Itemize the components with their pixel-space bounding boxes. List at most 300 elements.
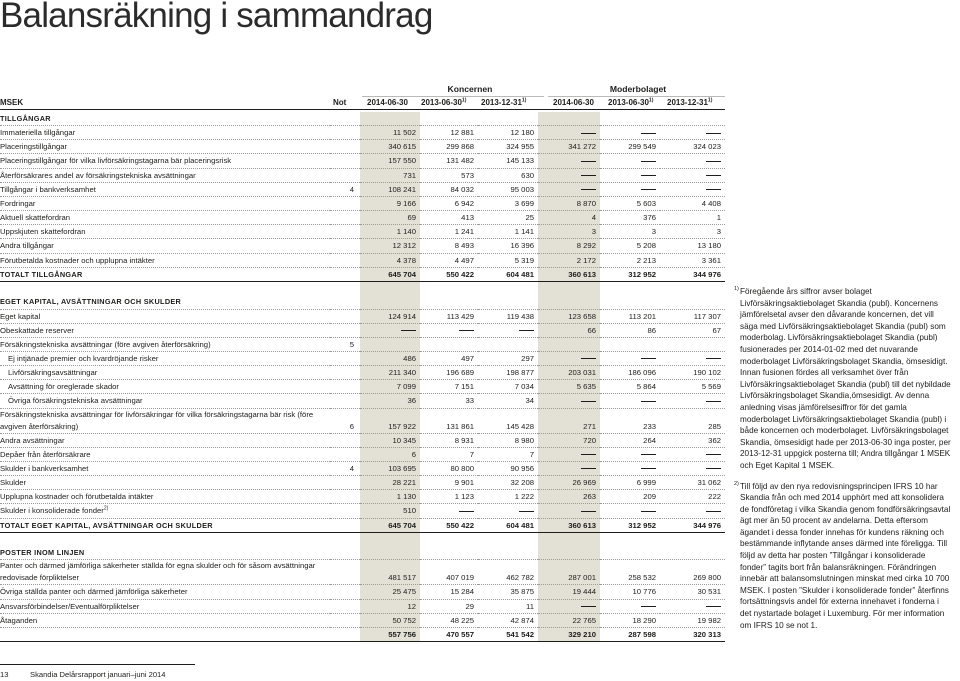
column-header-row [0, 98, 725, 110]
row-note-ref [330, 154, 360, 168]
table-row [0, 585, 725, 599]
footnote-1 [736, 286, 952, 472]
dash-mark [581, 511, 596, 512]
balance-sheet-table [0, 112, 725, 642]
section-heading-row [0, 112, 725, 126]
cell-value: 645 704 [360, 267, 420, 281]
cell-value: 344 976 [660, 518, 725, 532]
row-label-text: Placeringstillgångar [0, 142, 68, 152]
cell-value: 573 [420, 168, 478, 182]
dash-mark [706, 511, 721, 512]
row-label-text: Panter och därmed jämförliga säkerheter ställda för egna skulder och för såsom avsättningar redovisade förpliktelser [0, 561, 316, 583]
table-row [0, 196, 725, 210]
cell-dash [538, 504, 600, 518]
cell-value: 113 201 [600, 309, 660, 323]
cell-value: 198 877 [478, 366, 538, 380]
cell-value: 1 140 [360, 225, 420, 239]
cell-value: 320 313 [660, 627, 725, 641]
table-row [0, 126, 725, 140]
cell-dash [660, 182, 725, 196]
cell-value: 9 166 [360, 196, 420, 210]
cell-value: 8 493 [420, 239, 478, 253]
cell-value: 413 [420, 211, 478, 225]
row-label [0, 309, 330, 323]
cell-value: 312 952 [600, 267, 660, 281]
row-label [0, 168, 330, 182]
cell-value: 7 034 [478, 380, 538, 394]
cell-value: 69 [360, 211, 420, 225]
row-note-ref [330, 380, 360, 394]
cell-value: 67 [660, 323, 725, 337]
cell-dash [600, 352, 660, 366]
dash-mark [459, 511, 474, 512]
cell-value: 16 396 [478, 239, 538, 253]
cell-dash [600, 504, 660, 518]
cell-value: 10 776 [600, 585, 660, 599]
table-row [0, 140, 725, 154]
row-label-text: Livförsäkringsavsättningar [8, 368, 98, 378]
section-heading: TILLGÅNGAR [0, 112, 330, 126]
row-note-ref [330, 309, 360, 323]
row-note-ref: 4 [330, 182, 360, 196]
dash-mark [706, 133, 721, 134]
cell-value: 9 901 [420, 476, 478, 490]
cell-value: 2 172 [538, 253, 600, 267]
footnote-marker: 1) [734, 286, 739, 292]
cell-value: 340 615 [360, 140, 420, 154]
footnote-ref: 2) [103, 505, 109, 512]
row-label-text: Obeskattade reserver [0, 325, 74, 335]
dash-mark [581, 468, 596, 469]
cell-value: 66 [538, 323, 600, 337]
cell-value: 3 [660, 225, 725, 239]
cell-value: 5 864 [600, 380, 660, 394]
section-heading: POSTER INOM LINJEN [0, 546, 330, 560]
dash-mark [641, 401, 656, 402]
cell-dash [660, 154, 725, 168]
cell-value: 557 756 [360, 627, 420, 641]
spacer-row [0, 281, 725, 295]
section-heading-row [0, 546, 725, 560]
cell-value: 11 [478, 599, 538, 613]
cell-value: 124 914 [360, 309, 420, 323]
table-row [0, 447, 725, 461]
row-note-ref: 5 [330, 337, 360, 351]
row-label [0, 394, 330, 408]
cell-value: 324 023 [660, 140, 725, 154]
dash-mark [641, 511, 656, 512]
cell-value: 86 [600, 323, 660, 337]
row-label [0, 182, 330, 196]
row-label [0, 337, 330, 351]
dash-mark [519, 330, 534, 331]
row-label-text: Skulder i konsoliderade fonder [0, 506, 104, 516]
footnotes [736, 286, 952, 640]
cell-value: 1 241 [420, 225, 478, 239]
dash-mark [581, 606, 596, 607]
cell-value: 3 699 [478, 196, 538, 210]
table-row [0, 599, 725, 613]
cell-value: 50 752 [360, 613, 420, 627]
row-label [0, 476, 330, 490]
row-label [0, 239, 330, 253]
cell-value: 131 861 [420, 408, 478, 433]
cell-value: 19 982 [660, 613, 725, 627]
row-label-text: Skulder i bankverksamhet [0, 463, 89, 473]
cell-dash [600, 154, 660, 168]
cell-value: 15 284 [420, 585, 478, 599]
cell-value: 209 [600, 490, 660, 504]
cell-value: 550 422 [420, 267, 478, 281]
dash-mark [581, 175, 596, 176]
cell-value: 2 213 [600, 253, 660, 267]
row-label-text: TOTALT TILLGÅNGAR [0, 269, 83, 279]
dash-mark [641, 606, 656, 607]
cell-value: 7 [420, 447, 478, 461]
cell-value: 376 [600, 211, 660, 225]
cell-value: 5 319 [478, 253, 538, 267]
cell-dash [600, 599, 660, 613]
dash-mark [641, 175, 656, 176]
cell-value: 341 272 [538, 140, 600, 154]
cell-value [478, 337, 538, 351]
row-label [0, 627, 330, 641]
row-label [0, 433, 330, 447]
row-label [0, 253, 330, 267]
cell-value: 362 [660, 433, 725, 447]
cell-dash [600, 394, 660, 408]
cell-dash [660, 168, 725, 182]
cell-value: 32 208 [478, 476, 538, 490]
table-row [0, 309, 725, 323]
row-label [0, 366, 330, 380]
cell-value: 8 870 [538, 196, 600, 210]
spacer-row [0, 532, 725, 546]
cell-value: 6 999 [600, 476, 660, 490]
page-number: 13 [0, 670, 9, 679]
cell-value: 211 340 [360, 366, 420, 380]
cell-value: 48 225 [420, 613, 478, 627]
table-row [0, 225, 725, 239]
row-note-ref [330, 518, 360, 532]
row-label-text: Försäkringstekniska avsättningar (före avgiven återförsäkring) [0, 339, 211, 349]
cell-dash [538, 126, 600, 140]
cell-value: 13 180 [660, 239, 725, 253]
cell-value: 630 [478, 168, 538, 182]
cell-value: 470 557 [420, 627, 478, 641]
cell-value: 5 635 [538, 380, 600, 394]
cell-value: 42 874 [478, 613, 538, 627]
cell-dash [538, 352, 600, 366]
cell-dash [660, 394, 725, 408]
cell-dash [660, 447, 725, 461]
table-row [0, 380, 725, 394]
table-row [0, 239, 725, 253]
row-label-text: Förutbetalda kostnader och upplupna intäkter [0, 255, 155, 265]
cell-value: 33 [420, 394, 478, 408]
cell-dash [660, 126, 725, 140]
row-note-ref [330, 613, 360, 627]
column-header-m2: 2013-06-30$^{1)}$ [608, 97, 654, 107]
cell-value: 360 613 [538, 518, 600, 532]
cell-value: 299 549 [600, 140, 660, 154]
table-row [0, 253, 725, 267]
row-label [0, 504, 330, 518]
cell-value: 103 695 [360, 461, 420, 475]
row-label-text: Tillgångar i bankverksamhet [0, 184, 96, 194]
table-row [0, 490, 725, 504]
row-label-text: Ansvarsförbindelser/Eventualförpliktelser [0, 601, 140, 611]
row-label-text: Depåer från återförsäkrare [0, 449, 91, 459]
cell-dash [538, 394, 600, 408]
cell-value [420, 337, 478, 351]
row-label-text: Försäkringstekniska avsättningar för livförsäkringar för vilka försäkringstagarna bär risk (före avgiven återförsäkring) [0, 409, 314, 431]
cell-value: 25 475 [360, 585, 420, 599]
cell-dash [538, 182, 600, 196]
row-label [0, 196, 330, 210]
column-header-m3: 2013-12-31$^{1)}$ [667, 97, 713, 107]
cell-dash [478, 504, 538, 518]
cell-value: 186 096 [600, 366, 660, 380]
cell-value: 1 130 [360, 490, 420, 504]
row-label-text: Andra avsättningar [0, 435, 65, 445]
cell-value: 462 782 [478, 560, 538, 585]
dash-mark [706, 175, 721, 176]
cell-value: 117 307 [660, 309, 725, 323]
cell-value: 297 [478, 352, 538, 366]
cell-value: 324 955 [478, 140, 538, 154]
row-label [0, 154, 330, 168]
cell-value: 645 704 [360, 518, 420, 532]
cell-value: 497 [420, 352, 478, 366]
column-header-m1: 2014-06-30 [553, 98, 594, 107]
row-note-ref [330, 476, 360, 490]
row-label-text: Ej intjänade premier och kvardröjande risker [8, 354, 159, 363]
row-label-text: Immateriella tillgångar [0, 128, 76, 138]
row-note-ref [330, 394, 360, 408]
cell-value: 271 [538, 408, 600, 433]
cell-value [360, 337, 420, 351]
cell-value: 1 [660, 211, 725, 225]
cell-dash [660, 352, 725, 366]
cell-value: 8 931 [420, 433, 478, 447]
row-label-text: Återförsäkrares andel av försäkringstekniska avsättningar [0, 170, 196, 180]
table-row [0, 366, 725, 380]
row-label-text: Fordringar [0, 198, 36, 208]
cell-value: 7 099 [360, 380, 420, 394]
cell-value: 233 [600, 408, 660, 433]
footnote-2 [736, 481, 952, 632]
cell-dash [600, 447, 660, 461]
row-label [0, 408, 330, 433]
cell-value: 31 062 [660, 476, 725, 490]
row-note-ref [330, 196, 360, 210]
dash-mark [641, 161, 656, 162]
footer-rule [0, 664, 195, 665]
footnote-text: Föregående års siffror avser bolaget Livförsäkringsaktiebolaget Skandia (publ). Koncernens jämförelsetal avser den dåvarande koncernen, det vill säga med Livförsäkringsaktiebolaget Skandia (publ) som moderbolag. Livförsäkringsaktiebolaget Skandia (publ) fusionerades per 2014-01-02 med det nuvarande moderbolaget Livförsäkringsbolaget Skandia, ömsesidigt. Innan fusionen fördes all verksamhet över från Livförsäkringsaktiebolaget Skandia (publ) till det nybildade Livförsäkringsbolaget Skandia,ömsesidigt. Av denna anledning visas jämförelsesiffror för det gamla moderbolaget Livförsäkringsaktiebolaget Skandia (publ) i både koncernen och moderbolaget. Livförsäkringsbolaget Skandia, ömsesidigt hade per 2013-06-30 inga poster, per 2013-12-31 uppgick posterna till; Andra tillgångar 1 MSEK och Eget Kapital 1 MSEK. [740, 287, 951, 470]
table-row [0, 560, 725, 585]
cell-value: 3 [538, 225, 600, 239]
row-label [0, 613, 330, 627]
row-label [0, 461, 330, 475]
cell-value: 3 361 [660, 253, 725, 267]
row-label [0, 352, 330, 366]
table-row [0, 323, 725, 337]
cell-value: 1 123 [420, 490, 478, 504]
cell-dash [538, 154, 600, 168]
cell-dash [538, 461, 600, 475]
cell-value: 18 290 [600, 613, 660, 627]
row-label-text: Uppskjuten skattefordran [0, 227, 86, 237]
dash-mark [581, 358, 596, 359]
cell-dash [660, 504, 725, 518]
cell-value: 108 241 [360, 182, 420, 196]
cell-value: 8 980 [478, 433, 538, 447]
cell-value: 481 517 [360, 560, 420, 585]
row-note-ref [330, 490, 360, 504]
row-label [0, 126, 330, 140]
row-note-ref: 6 [330, 408, 360, 433]
row-note-ref [330, 352, 360, 366]
cell-value: 287 001 [538, 560, 600, 585]
cell-value: 203 031 [538, 366, 600, 380]
cell-value: 604 481 [478, 518, 538, 532]
row-label-text: Eget kapital [0, 311, 41, 321]
dash-mark [641, 133, 656, 134]
cell-value: 12 881 [420, 126, 478, 140]
cell-value: 7 [478, 447, 538, 461]
cell-value: 80 800 [420, 461, 478, 475]
table-row [0, 394, 725, 408]
row-label-text: Placeringstillgångar för vilka livförsäkringstagarna bär placeringsrisk [0, 156, 232, 166]
row-label [0, 599, 330, 613]
cell-value: 5 569 [660, 380, 725, 394]
total-row [0, 627, 725, 641]
cell-dash [600, 126, 660, 140]
cell-value: 344 976 [660, 267, 725, 281]
cell-dash [600, 182, 660, 196]
cell-value: 22 765 [538, 613, 600, 627]
row-label-text: Övriga ställda panter och därmed jämförliga säkerheter [0, 587, 188, 597]
dash-mark [706, 454, 721, 455]
dash-mark [706, 606, 721, 607]
group-label-moderbolaget: Moderbolaget [609, 84, 667, 94]
row-label-text: TOTALT EGET KAPITAL, AVSÄTTNINGAR OCH SKULDER [0, 520, 213, 530]
cell-value: 222 [660, 490, 725, 504]
dash-mark [706, 468, 721, 469]
group-label-koncernen: Koncernen [447, 84, 493, 94]
cell-value: 360 613 [538, 267, 600, 281]
cell-value: 157 550 [360, 154, 420, 168]
cell-value: 30 531 [660, 585, 725, 599]
table-row [0, 408, 725, 433]
column-header-k3: 2013-12-31$^{1)}$ [481, 97, 527, 107]
cell-value: 5 208 [600, 239, 660, 253]
row-label [0, 211, 330, 225]
row-label-text: Andra tillgångar [0, 241, 54, 251]
row-label [0, 380, 330, 394]
row-note-ref [330, 599, 360, 613]
cell-value: 190 102 [660, 366, 725, 380]
cell-dash [420, 323, 478, 337]
cell-value: 123 658 [538, 309, 600, 323]
dash-mark [581, 189, 596, 190]
cell-value: 26 969 [538, 476, 600, 490]
cell-value [538, 337, 600, 351]
column-header-msek: MSEK [0, 98, 24, 107]
row-label-text: Skulder [0, 478, 27, 488]
cell-value: 196 689 [420, 366, 478, 380]
table-row [0, 352, 725, 366]
footnote-marker: 2) [734, 480, 739, 487]
row-note-ref: 4 [330, 461, 360, 475]
table-row [0, 211, 725, 225]
row-label-text: Åtaganden [0, 615, 38, 625]
section-heading-row [0, 295, 725, 309]
cell-value: 4 [538, 211, 600, 225]
table-row [0, 433, 725, 447]
cell-value: 29 [420, 599, 478, 613]
dash-mark [706, 401, 721, 402]
row-note-ref [330, 253, 360, 267]
cell-value: 407 019 [420, 560, 478, 585]
cell-value: 329 210 [538, 627, 600, 641]
cell-value: 28 221 [360, 476, 420, 490]
cell-value: 12 [360, 599, 420, 613]
row-label [0, 267, 330, 281]
cell-value: 731 [360, 168, 420, 182]
dash-mark [459, 330, 474, 331]
row-note-ref [330, 211, 360, 225]
row-label [0, 490, 330, 504]
dash-mark [641, 358, 656, 359]
cell-dash [538, 447, 600, 461]
cell-value: 10 345 [360, 433, 420, 447]
cell-value: 3 [600, 225, 660, 239]
table-row [0, 182, 725, 196]
dash-mark [519, 511, 534, 512]
cell-value: 720 [538, 433, 600, 447]
cell-value: 131 482 [420, 154, 478, 168]
row-label [0, 323, 330, 337]
cell-value: 119 438 [478, 309, 538, 323]
row-note-ref [330, 366, 360, 380]
row-note-ref [330, 585, 360, 599]
cell-value: 550 422 [420, 518, 478, 532]
cell-value: 5 603 [600, 196, 660, 210]
section-heading: EGET KAPITAL, AVSÄTTNINGAR OCH SKULDER [0, 295, 330, 309]
cell-value: 4 378 [360, 253, 420, 267]
cell-value: 19 444 [538, 585, 600, 599]
row-note-ref [330, 140, 360, 154]
row-note-ref [330, 267, 360, 281]
cell-value: 1 141 [478, 225, 538, 239]
cell-value: 25 [478, 211, 538, 225]
cell-value: 6 [360, 447, 420, 461]
cell-value: 145 428 [478, 408, 538, 433]
row-label [0, 560, 330, 585]
cell-value: 36 [360, 394, 420, 408]
table-row [0, 476, 725, 490]
cell-value [660, 337, 725, 351]
cell-dash [420, 504, 478, 518]
cell-dash [478, 323, 538, 337]
row-note-ref [330, 447, 360, 461]
cell-value: 95 003 [478, 182, 538, 196]
column-header-not: Not [333, 98, 347, 107]
cell-value: 4 497 [420, 253, 478, 267]
footer-text: Skandia Delårsrapport januari–juni 2014 [30, 670, 166, 679]
